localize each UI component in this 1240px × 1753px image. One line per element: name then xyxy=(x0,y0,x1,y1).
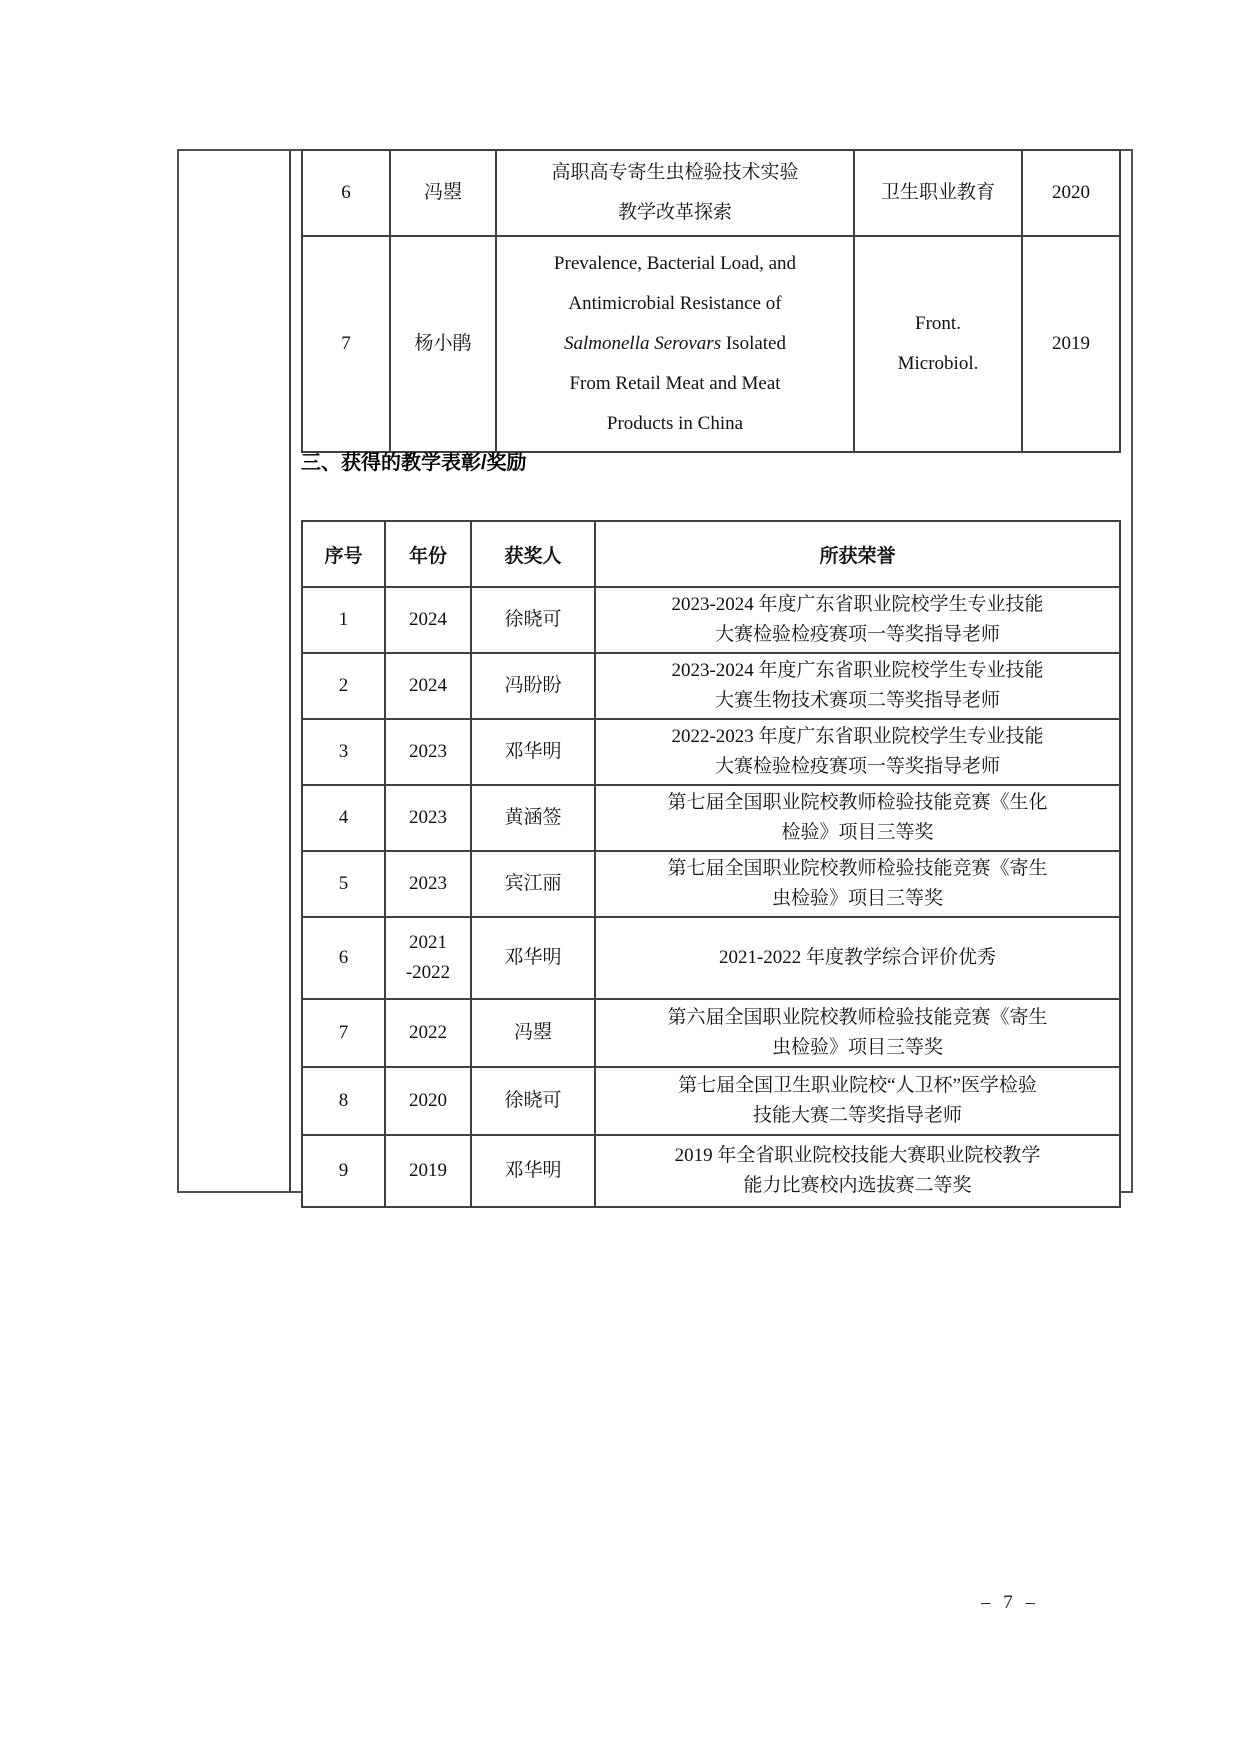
form-left-column-divider xyxy=(289,151,291,1191)
award-honor-cell: 2019 年全省职业院校技能大赛职业院校教学 能力比赛校内选拔赛二等奖 xyxy=(595,1135,1120,1207)
award-year-cell: 2023 xyxy=(385,851,471,917)
pub-seq-cell: 7 xyxy=(302,236,390,452)
award-honor-cell: 第七届全国职业院校教师检验技能竞赛《寄生 虫检验》项目三等奖 xyxy=(595,851,1120,917)
award-seq-cell: 1 xyxy=(302,587,385,653)
pub-year-cell: 2019 xyxy=(1022,236,1120,452)
award-year-cell: 2020 xyxy=(385,1067,471,1135)
award-seq-cell: 6 xyxy=(302,917,385,999)
awards-header-awardee: 获奖人 xyxy=(471,521,595,587)
form-outer-cell xyxy=(177,149,1133,1196)
award-row xyxy=(302,851,1120,917)
page-number: – 7 – xyxy=(981,1592,1039,1613)
award-year-cell: 2023 xyxy=(385,785,471,851)
awards-header-year: 年份 xyxy=(385,521,471,587)
award-row xyxy=(302,719,1120,785)
section-heading-awards: 三、获得的教学表彰/奖励 xyxy=(301,452,527,474)
award-seq-cell: 2 xyxy=(302,653,385,719)
award-honor-cell: 第七届全国职业院校教师检验技能竞赛《生化 检验》项目三等奖 xyxy=(595,785,1120,851)
award-honor-cell: 第六届全国职业院校教师检验技能竞赛《寄生 虫检验》项目三等奖 xyxy=(595,999,1120,1067)
award-awardee-cell: 宾江丽 xyxy=(471,851,595,917)
award-row xyxy=(302,785,1120,851)
award-awardee-cell: 黄涵签 xyxy=(471,785,595,851)
pub-journal-cell: Front. Microbiol. xyxy=(854,236,1022,452)
award-row xyxy=(302,587,1120,653)
pub-title-cell: 高职高专寄生虫检验技术实验 教学改革探索 xyxy=(496,150,854,236)
pub-year-cell: 2020 xyxy=(1022,150,1120,236)
publications-table xyxy=(301,149,1121,453)
publication-row xyxy=(302,236,1120,452)
pub-seq-cell: 6 xyxy=(302,150,390,236)
award-honor-cell: 2023-2024 年度广东省职业院校学生专业技能 大赛检验检疫赛项一等奖指导老师 xyxy=(595,587,1120,653)
award-year-cell: 2023 xyxy=(385,719,471,785)
award-seq-cell: 7 xyxy=(302,999,385,1067)
awards-table-body xyxy=(302,587,1120,1207)
pub-author-cell: 冯曌 xyxy=(390,150,496,236)
award-awardee-cell: 冯曌 xyxy=(471,999,595,1067)
award-seq-cell: 9 xyxy=(302,1135,385,1207)
awards-header-honor: 所获荣誉 xyxy=(595,521,1120,587)
award-seq-cell: 8 xyxy=(302,1067,385,1135)
pub-author-cell: 杨小鹃 xyxy=(390,236,496,452)
publications-table-body xyxy=(302,150,1120,452)
award-honor-cell: 第七届全国卫生职业院校“人卫杯”医学检验 技能大赛二等奖指导老师 xyxy=(595,1067,1120,1135)
award-honor-cell: 2021-2022 年度教学综合评价优秀 xyxy=(595,917,1120,999)
award-awardee-cell: 邓华明 xyxy=(471,1135,595,1207)
pub-journal-cell: 卫生职业教育 xyxy=(854,150,1022,236)
awards-table xyxy=(301,520,1121,1208)
awards-header-row xyxy=(302,521,1120,587)
award-year-cell: 2022 xyxy=(385,999,471,1067)
award-honor-cell: 2022-2023 年度广东省职业院校学生专业技能 大赛检验检疫赛项一等奖指导老师 xyxy=(595,719,1120,785)
award-awardee-cell: 邓华明 xyxy=(471,719,595,785)
award-honor-cell: 2023-2024 年度广东省职业院校学生专业技能 大赛生物技术赛项二等奖指导老师 xyxy=(595,653,1120,719)
award-seq-cell: 5 xyxy=(302,851,385,917)
award-awardee-cell: 徐晓可 xyxy=(471,587,595,653)
award-row xyxy=(302,653,1120,719)
award-seq-cell: 4 xyxy=(302,785,385,851)
award-year-cell: 2024 xyxy=(385,587,471,653)
award-awardee-cell: 徐晓可 xyxy=(471,1067,595,1135)
award-year-cell: 2021 -2022 xyxy=(385,917,471,999)
award-awardee-cell: 冯盼盼 xyxy=(471,653,595,719)
award-awardee-cell: 邓华明 xyxy=(471,917,595,999)
pub-title-cell: Prevalence, Bacterial Load, and Antimicrobial Resistance of Salmonella Serovars Isolated From Retail Meat and Meat Products in China xyxy=(496,236,854,452)
award-row xyxy=(302,917,1120,999)
award-seq-cell: 3 xyxy=(302,719,385,785)
award-row xyxy=(302,999,1120,1067)
publication-row xyxy=(302,150,1120,236)
award-row xyxy=(302,1135,1120,1207)
awards-header-seq: 序号 xyxy=(302,521,385,587)
award-year-cell: 2019 xyxy=(385,1135,471,1207)
award-row xyxy=(302,1067,1120,1135)
award-year-cell: 2024 xyxy=(385,653,471,719)
